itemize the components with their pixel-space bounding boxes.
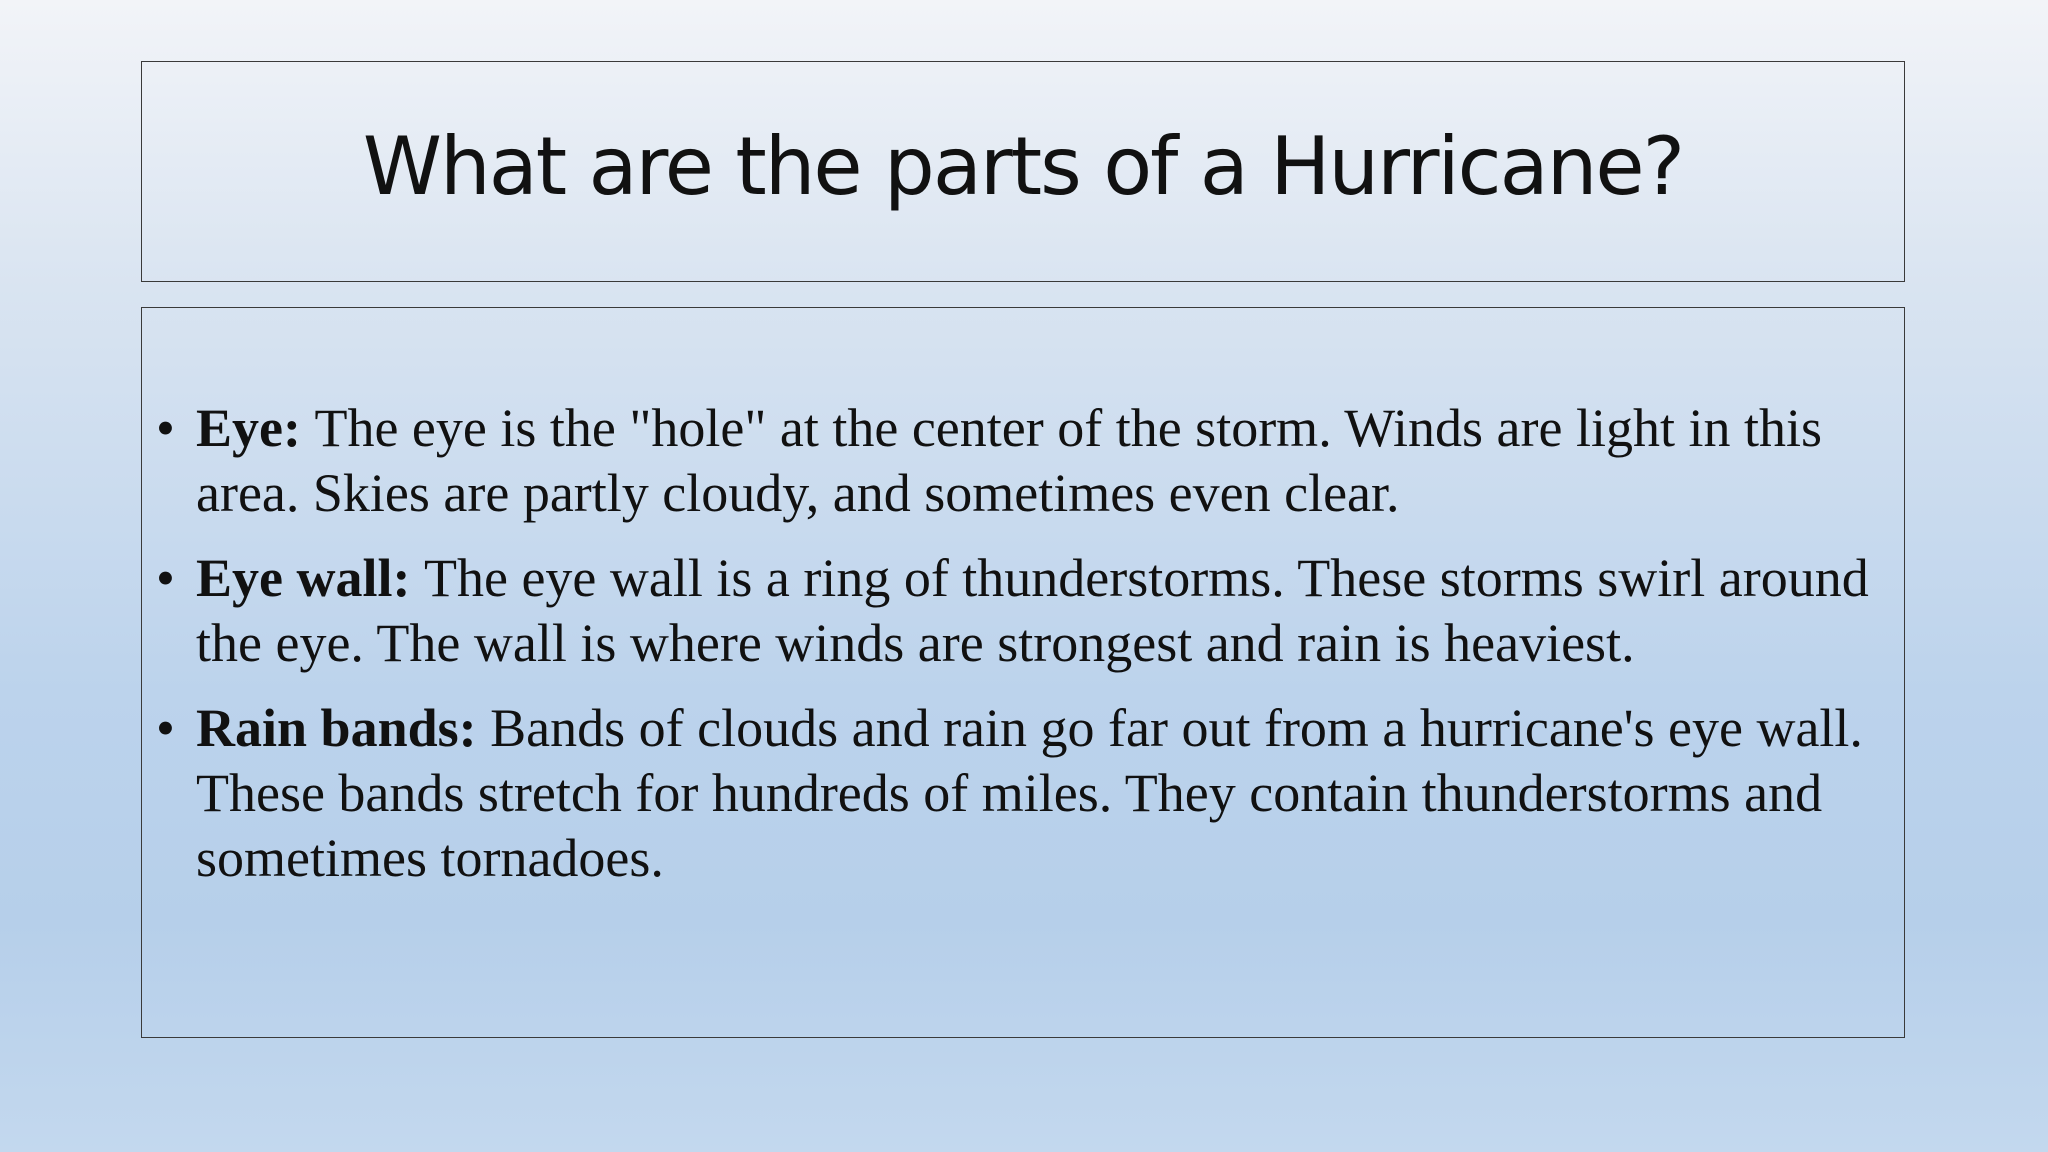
bullet-icon: • bbox=[156, 548, 175, 608]
bullet-item-eye-wall bbox=[156, 546, 1896, 676]
content-placeholder bbox=[141, 307, 1905, 1038]
bullet-text: Bands of clouds and rain go far out from a hurricane's eye wall. These bands stretch for hundreds of miles. They contain thunderstorms and sometimes tornadoes. bbox=[196, 698, 1863, 888]
bullet-term: Rain bands: bbox=[196, 698, 491, 758]
bullet-term: Eye wall: bbox=[196, 548, 424, 608]
bullet-item-rain-bands bbox=[156, 696, 1896, 891]
slide-title: What are the parts of a Hurricane? bbox=[362, 120, 1684, 213]
bullet-term: Eye: bbox=[196, 398, 315, 458]
bullet-item-eye bbox=[156, 396, 1896, 526]
title-placeholder bbox=[141, 61, 1905, 282]
bullet-list bbox=[156, 396, 1896, 911]
bullet-icon: • bbox=[156, 398, 175, 458]
bullet-text: The eye is the "hole" at the center of the storm. Winds are light in this area. Skies are partly cloudy, and sometimes even clear. bbox=[196, 398, 1822, 523]
bullet-icon: • bbox=[156, 698, 175, 758]
bullet-text: The eye wall is a ring of thunderstorms. These storms swirl around the eye. The wall is where winds are strongest and rain is heaviest. bbox=[196, 548, 1869, 673]
